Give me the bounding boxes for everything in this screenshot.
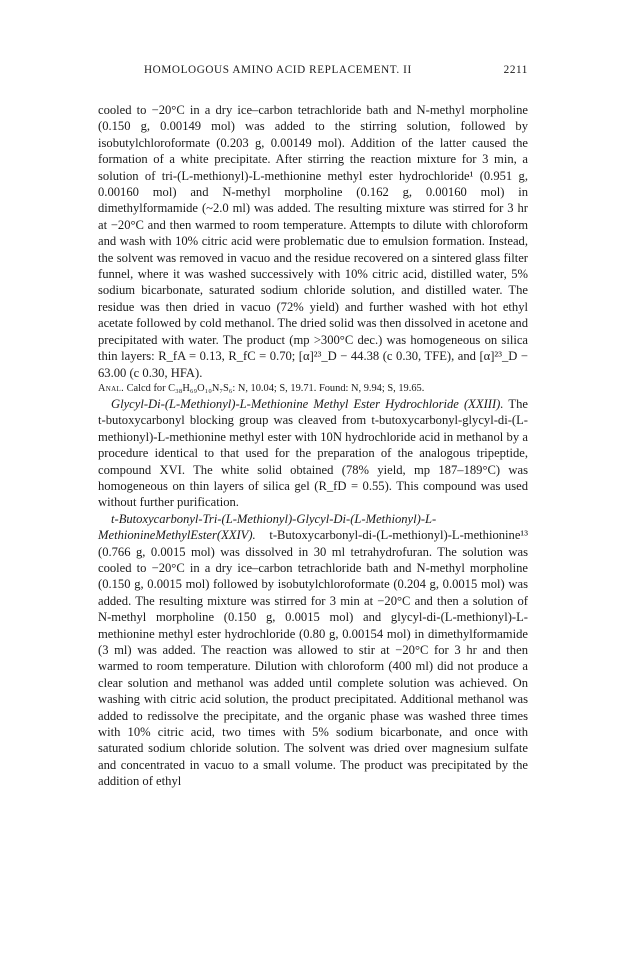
running-head [98, 64, 528, 86]
running-head-title: HOMOLOGOUS AMINO ACID REPLACEMENT. II [144, 64, 412, 76]
body-text [98, 102, 528, 790]
journal-page [98, 64, 528, 790]
analysis-label: Anal. [98, 382, 124, 394]
paragraph-continuation: cooled to −20°C in a dry ice–carbon tetrachloride bath and N-methyl morpholine (0.150 g, 0.00149 mol) was added to the stirring solution, followed by isobutylchloroformate (0.203 g, 0.00149 mol). Addition of the latter caused the formation of a white precipitate. After stirring the reaction mixture for 3 min, a solution of tri-(L-methionyl)-L-methionine methyl ester hydrochloride¹ (0.951 g, 0.00160 mol) and N-methyl morpholine (0.162 g, 0.00160 mol) in dimethylformamide (~2.0 ml) was added. The resulting mixture was stirred for 3 hr at −20°C and then warmed to room temperature. Attempts to dilute with chloroform and wash with 10% citric acid were problematic due to emulsion formation. Instead, the solvent was removed in vacuo and the residue recovered on a sintered glass filter funnel, where it was washed successively with 10% citric acid, distilled water, 5% sodium bicarbonate, saturated sodium chloride solution, and distilled water. The residue was then dried in vacuo (72% yield) and further washed with hot ethyl acetate followed by cold methanol. The dried solid was then dissolved in acetone and precipitated with water. The product (mp >300°C dec.) was homogeneous on silica thin layers: R_fA = 0.13, R_fC = 0.70; [α]²³_D − 44.38 (c 0.30, TFE), and [α]²³_D − 63.00 (c 0.30, HFA). [98, 103, 528, 380]
paragraph-compound-xxiii [98, 396, 528, 511]
page-number: 2211 [503, 64, 528, 76]
elemental-analysis [98, 381, 528, 396]
compound-xxiv-heading: t-Butoxycarbonyl-Tri-(L-Methionyl)-Glycyl-Di-(L-Methionyl)-L-MethionineMethylEster(XXIV). [98, 511, 437, 543]
paragraph-compound-xxiv [98, 511, 528, 790]
compound-xxiv-text: t-Butoxycarbonyl-di-(L-methionyl)-L-methionine¹³ (0.766 g, 0.0015 mol) was dissolved in 30 ml tetrahydrofuran. The solution was cooled to −20°C in a dry ice–carbon tetrachloride bath and N-methyl morpholine (0.150 g, 0.0015 mol) followed by isobutylchloroformate (0.204 g, 0.0015 mol) was added. The resulting mixture was stirred for 3 min at −20°C and then a solution of N-methyl morpholine (0.150 g, 0.0015 mol) and glycyl-di-(L-methionyl)-L-methionine methyl ester hydrochloride (0.80 g, 0.00154 mol) in dimethylformamide (3 ml) was added. The reaction was allowed to stir at −20°C for 3 hr and then warmed to room temperature. Dilution with chloroform (400 ml) did not produce a clear solution and methanol was added until complete solution was achieved. On washing with citric acid solution, the product precipitated. Additional methanol was added to redissolve the precipitate, and the organic phase was washed three times with 10% citric acid, two times with 5% sodium bicarbonate, and once with saturated sodium chloride solution. The solvent was dried over magnesium sulfate and concentrated in vacuo to a small volume. The product was precipitated by the addition of ethyl [98, 528, 528, 789]
analysis-values: Calcd for C₃₈H₆₉O₁₀N₇S₆: N, 10.04; S, 19.71. Found: N, 9.94; S, 19.65. [126, 382, 425, 394]
compound-xxiii-heading: Glycyl-Di-(L-Methionyl)-L-Methionine Methyl Ester Hydrochloride (XXIII). [111, 396, 504, 411]
compound-xxiii-text: The t-butoxycarbonyl blocking group was cleaved from t-butoxycarbonyl-glycyl-di-(L-methionyl)-L-methionine methyl ester with 10N hydrochloride acid in methanol by a procedure identical to that used for the preparation of the analogous tripeptide, compound XVI. The white solid obtained (78% yield, mp 187–189°C) was homogeneous on thin layers of silica gel (R_fD = 0.55). This compound was used without further purification. [98, 396, 528, 510]
